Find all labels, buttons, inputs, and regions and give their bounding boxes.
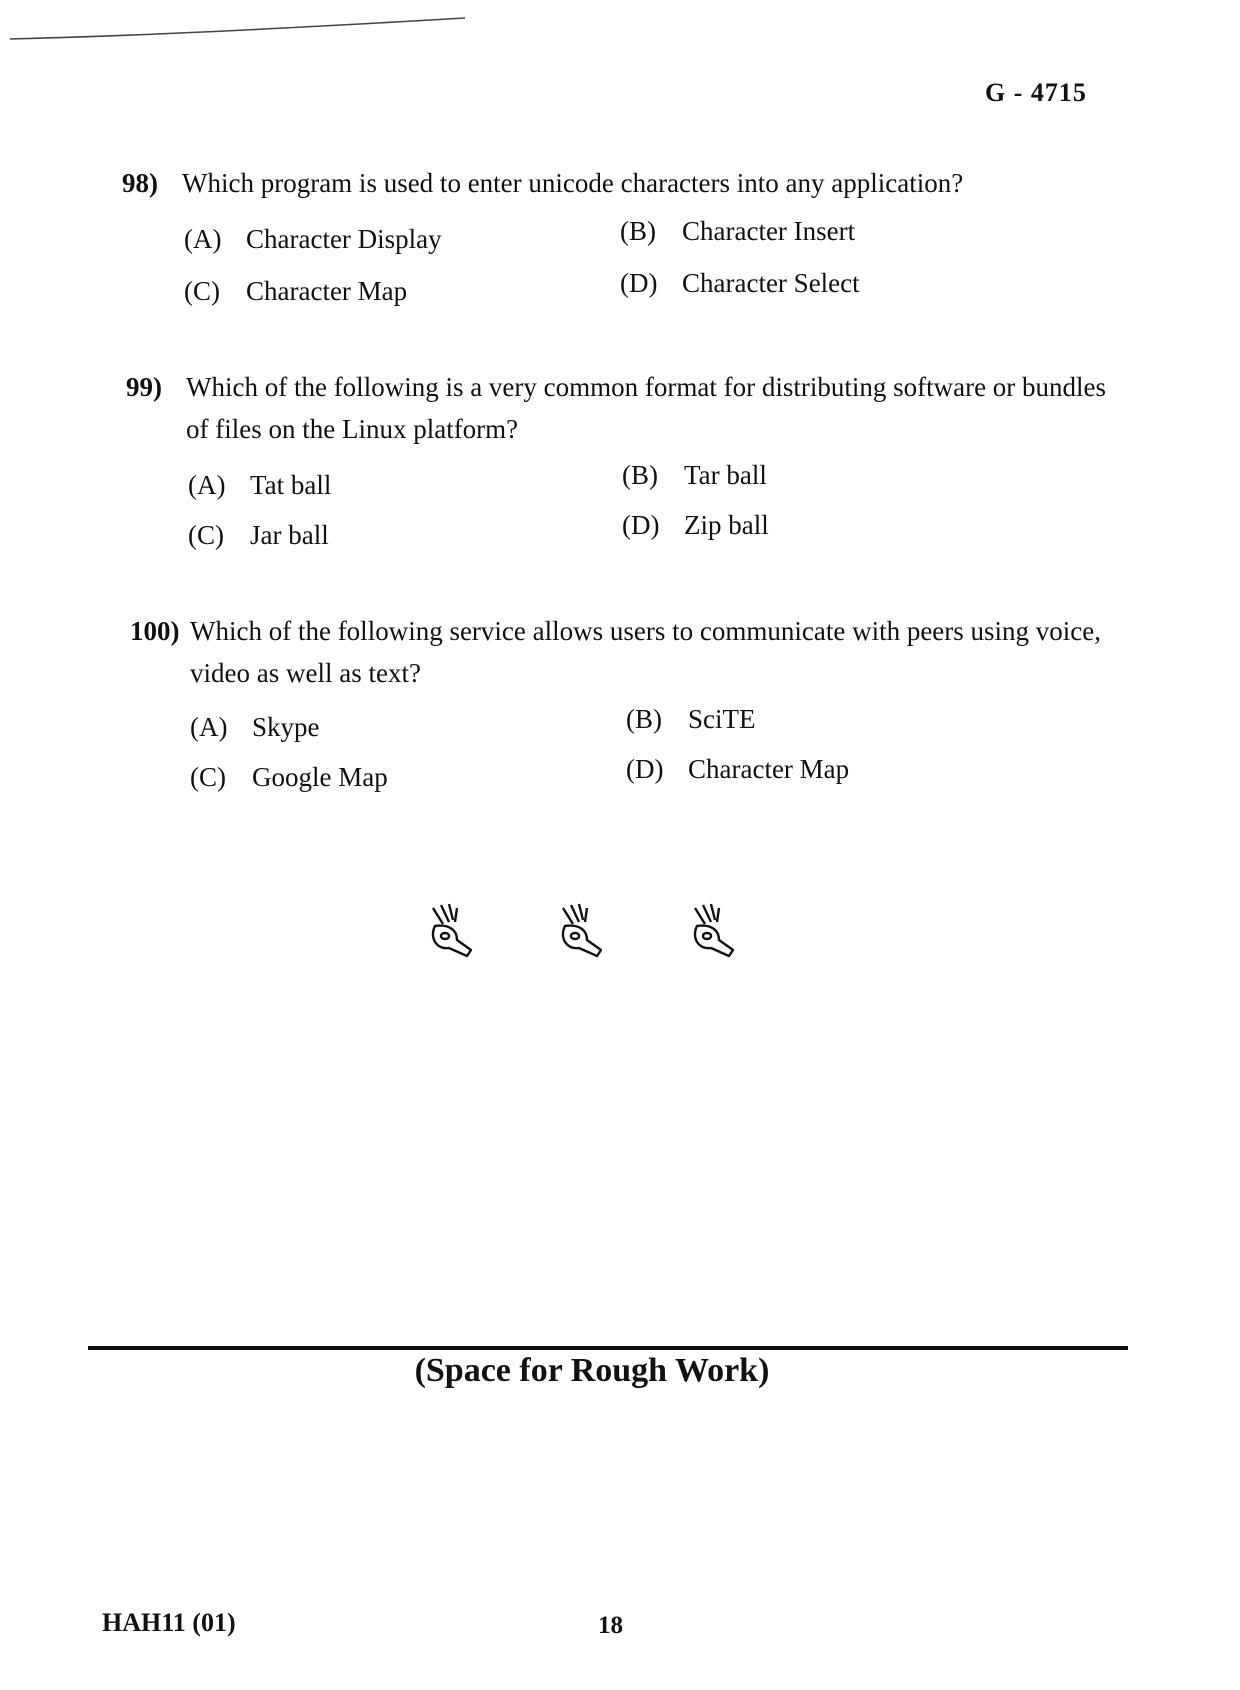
option-label: (A) <box>188 470 226 500</box>
question-number: 100) <box>130 616 180 646</box>
option-c[interactable] <box>188 514 329 556</box>
option-text: Zip ball <box>684 510 769 540</box>
option-text: Character Display <box>246 224 442 254</box>
option-c[interactable] <box>190 756 388 798</box>
option-text: Skype <box>252 712 320 742</box>
option-text: SciTE <box>688 704 756 734</box>
option-text: Tat ball <box>250 470 332 500</box>
booklet-code: HAH11 (01) <box>102 1608 236 1637</box>
option-label: (B) <box>622 460 658 490</box>
question-text: Which of the following is a very common format for distributing software or bundles of files on the Linux platform? <box>186 372 1107 444</box>
question-100 <box>130 610 1130 790</box>
option-text: Character Insert <box>682 216 856 246</box>
option-label: (A) <box>184 224 222 254</box>
ok-hand-icon <box>433 904 471 956</box>
question-98 <box>122 162 1122 312</box>
option-b[interactable] <box>622 454 767 496</box>
option-d[interactable] <box>620 262 860 304</box>
end-marks <box>425 900 755 960</box>
paper-code: G - 4715 <box>985 78 1087 107</box>
option-text: Google Map <box>252 762 388 792</box>
question-number: 98) <box>122 168 158 198</box>
option-text: Character Map <box>246 276 408 306</box>
option-label: (A) <box>190 712 228 742</box>
option-label: (D) <box>622 510 660 540</box>
option-d[interactable] <box>622 504 769 546</box>
scan-artifact-line <box>10 14 465 44</box>
option-label: (C) <box>184 276 220 306</box>
option-label: (B) <box>620 216 656 246</box>
option-label: (D) <box>626 754 664 784</box>
option-text: Jar ball <box>250 520 329 550</box>
option-label: (C) <box>188 520 224 550</box>
option-a[interactable] <box>184 218 442 260</box>
option-label: (C) <box>190 762 226 792</box>
option-label: (D) <box>620 268 658 298</box>
rough-work-title: (Space for Rough Work) <box>414 1352 770 1389</box>
question-text: Which of the following service allows users to communicate with peers using voice, video as well as text? <box>190 616 1102 688</box>
option-text: Character Select <box>682 268 860 298</box>
page-number: 18 <box>598 1612 623 1639</box>
option-a[interactable] <box>190 706 320 748</box>
option-d[interactable] <box>626 748 849 790</box>
ok-hand-icon <box>563 904 601 956</box>
question-text: Which program is used to enter unicode characters into any application? <box>182 168 964 198</box>
option-a[interactable] <box>188 464 331 506</box>
option-b[interactable] <box>626 698 756 740</box>
question-99 <box>126 366 1126 550</box>
option-c[interactable] <box>184 270 407 312</box>
rough-work-divider <box>88 1346 1128 1350</box>
option-b[interactable] <box>620 210 855 252</box>
option-label: (B) <box>626 704 662 734</box>
option-text: Character Map <box>688 754 850 784</box>
option-text: Tar ball <box>684 460 767 490</box>
question-number: 99) <box>126 372 162 402</box>
ok-hand-icon <box>695 904 733 956</box>
